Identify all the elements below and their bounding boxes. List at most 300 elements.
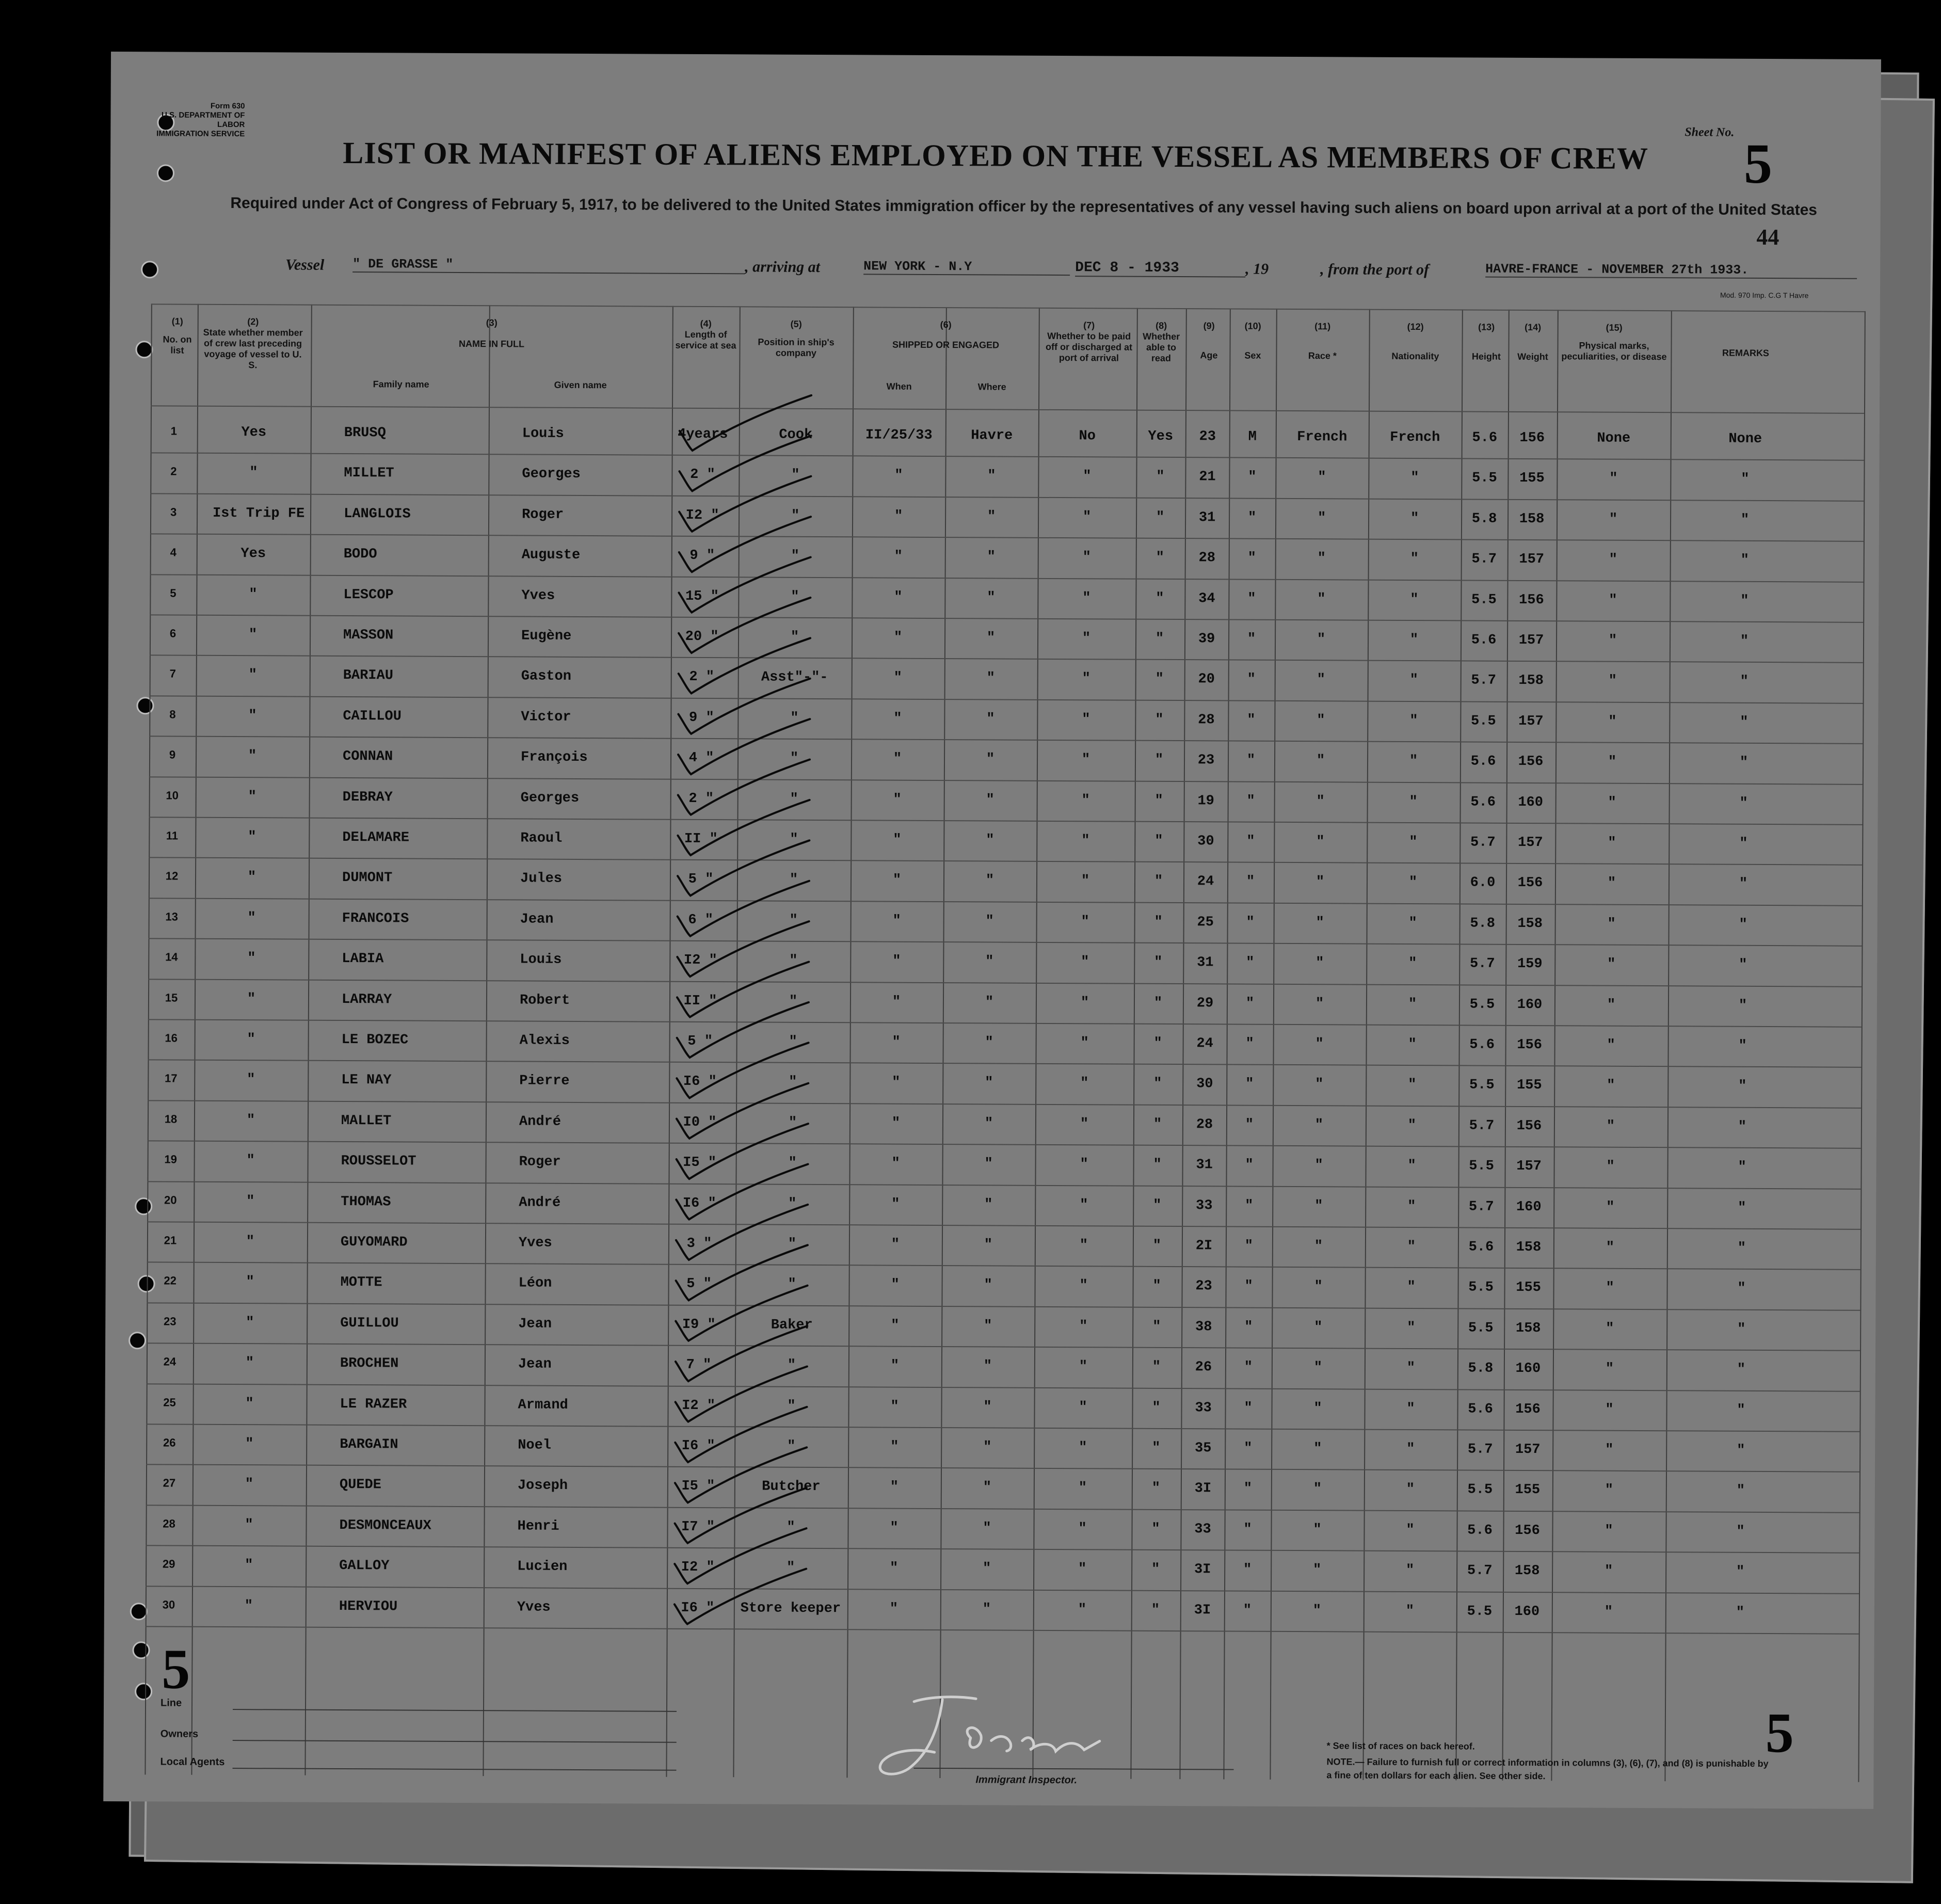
weight-cell: 156	[1517, 1037, 1542, 1053]
manifest-sheet	[103, 52, 1881, 1809]
sex-cell: "	[1245, 1117, 1254, 1133]
able-to-read-cell: "	[1151, 1481, 1161, 1497]
shipped-where-cell: "	[986, 711, 995, 727]
race-cell: "	[1317, 632, 1326, 648]
given-name-cell: Pierre	[519, 1073, 570, 1090]
family-name-cell: FRANCOIS	[342, 910, 409, 927]
previous-voyage-cell: "	[246, 1274, 254, 1290]
service-length-cell: 5 "	[688, 872, 714, 888]
paid-off-cell: "	[1079, 1359, 1088, 1375]
service-length-cell: 15 "	[685, 588, 719, 604]
position-cell: "	[789, 913, 798, 929]
age-cell: 39	[1198, 631, 1215, 647]
service-length-cell: 2 "	[688, 791, 714, 807]
paid-off-cell: "	[1082, 550, 1091, 566]
shipped-when-cell: "	[892, 994, 901, 1010]
paid-off-cell: "	[1078, 1602, 1087, 1618]
paid-off-cell: "	[1081, 954, 1089, 970]
age-cell: 29	[1196, 995, 1214, 1011]
year-label: , 19	[1245, 260, 1269, 278]
height-cell: 5.5	[1469, 1158, 1494, 1174]
arriving-port: NEW YORK - N.Y	[863, 259, 1070, 276]
col-previous-voyage-header: (2) State whether member of crew last preceding voyage of vessel to U. S.	[203, 316, 303, 371]
shipped-where-cell: "	[985, 1075, 993, 1091]
shipped-when-cell: "	[892, 1034, 901, 1050]
given-name-cell: Alexis	[519, 1033, 570, 1049]
row-number-cell: 14	[165, 950, 178, 964]
family-name-cell: MASSON	[343, 627, 394, 644]
previous-voyage-cell: Yes	[240, 546, 266, 562]
service-length-cell: 2 "	[689, 669, 715, 685]
physical-marks-cell: "	[1608, 714, 1617, 730]
able-to-read-cell: "	[1155, 671, 1164, 687]
paid-off-cell: "	[1080, 995, 1089, 1011]
sex-cell: "	[1243, 1562, 1252, 1578]
height-cell: 5.5	[1471, 592, 1497, 608]
paid-off-cell: "	[1082, 712, 1090, 728]
race-cell: "	[1317, 551, 1326, 567]
able-to-read-cell: "	[1153, 1076, 1162, 1092]
sex-cell: "	[1245, 1198, 1254, 1214]
sex-cell: "	[1244, 1238, 1254, 1254]
vessel-label: Vessel	[285, 256, 325, 274]
service-length-cell: I9 "	[682, 1317, 716, 1333]
age-cell: 26	[1195, 1359, 1212, 1375]
position-cell: "	[790, 831, 798, 847]
physical-marks-cell: None	[1597, 430, 1631, 446]
weight-cell: 156	[1515, 1401, 1541, 1417]
height-cell: 5.7	[1468, 1199, 1494, 1215]
given-name-cell: Yves	[517, 1599, 551, 1615]
given-name-cell: Léon	[518, 1275, 552, 1292]
position-cell: Asst"-"-	[761, 669, 828, 686]
races-note: * See list of races on back hereof.	[1326, 1740, 1475, 1752]
height-cell: 5.7	[1469, 956, 1495, 972]
previous-voyage-cell: "	[245, 1436, 254, 1452]
weight-cell: 155	[1516, 1078, 1542, 1094]
able-to-read-cell: "	[1154, 833, 1163, 849]
given-name-cell: Roger	[519, 1154, 561, 1171]
nationality-cell: "	[1408, 996, 1417, 1012]
height-cell: 5.5	[1468, 1320, 1494, 1336]
nationality-cell: "	[1406, 1522, 1415, 1538]
previous-voyage-cell: Yes	[241, 425, 267, 441]
position-cell: Baker	[771, 1317, 813, 1333]
row-number-cell: 28	[163, 1517, 175, 1530]
family-name-cell: GALLOY	[339, 1558, 390, 1574]
service-length-cell: I6 "	[682, 1195, 716, 1211]
remarks-cell: "	[1736, 1564, 1745, 1580]
col-sex-header: (10) Sex	[1244, 321, 1261, 361]
shipped-when-cell: "	[890, 1399, 899, 1415]
nationality-cell: "	[1410, 470, 1419, 486]
nationality-cell: "	[1406, 1482, 1415, 1498]
remarks-cell: "	[1740, 512, 1750, 528]
owners-label: Owners	[160, 1728, 199, 1740]
position-cell: "	[787, 1398, 796, 1414]
physical-marks-cell: "	[1608, 835, 1616, 851]
height-cell: 5.7	[1467, 1563, 1493, 1579]
sex-cell: "	[1247, 591, 1256, 607]
nationality-cell: "	[1408, 1036, 1417, 1053]
previous-voyage-cell: "	[248, 789, 256, 805]
sex-cell: "	[1247, 510, 1257, 526]
previous-voyage-cell: "	[245, 1558, 253, 1574]
paid-off-cell: "	[1082, 671, 1090, 687]
remarks-cell: "	[1736, 1483, 1745, 1499]
sex-cell: "	[1244, 1278, 1253, 1295]
given-name-cell: Roger	[522, 507, 564, 523]
age-cell: 21	[1199, 469, 1216, 485]
shipped-when-cell: "	[893, 792, 902, 808]
previous-voyage-cell: "	[247, 1072, 255, 1088]
service-length-cell: 20 "	[685, 629, 719, 645]
sex-cell: "	[1244, 1441, 1253, 1457]
check-mark	[675, 1568, 806, 1624]
service-length-cell: II "	[684, 831, 718, 847]
height-cell: 5.7	[1469, 1118, 1495, 1134]
remarks-cell: "	[1737, 1321, 1746, 1337]
given-name-cell: Raoul	[520, 830, 563, 846]
service-length-cell: 4 "	[688, 750, 714, 766]
race-cell: "	[1317, 591, 1326, 607]
shipped-when-cell: "	[891, 1156, 900, 1172]
shipped-where-cell: "	[986, 670, 995, 686]
height-cell: 5.5	[1467, 1482, 1493, 1498]
service-name: IMMIGRATION SERVICE	[156, 129, 245, 139]
age-cell: 31	[1197, 955, 1214, 971]
age-cell: 20	[1198, 671, 1215, 687]
race-cell: French	[1297, 429, 1348, 445]
row-number-cell: 10	[166, 789, 179, 802]
race-cell: "	[1315, 996, 1324, 1012]
row-number-cell: 18	[164, 1112, 178, 1126]
paid-off-cell: "	[1079, 1440, 1087, 1456]
previous-voyage-cell: "	[249, 465, 258, 481]
physical-marks-cell: "	[1609, 471, 1618, 487]
given-name-cell: Noel	[518, 1437, 552, 1453]
family-name-cell: ROUSSELOT	[341, 1154, 416, 1170]
race-cell: "	[1313, 1360, 1323, 1376]
service-length-cell: 4years	[678, 426, 728, 443]
previous-voyage-cell: "	[246, 1234, 255, 1250]
age-cell: 30	[1196, 1076, 1213, 1092]
previous-voyage-cell: "	[246, 1153, 255, 1169]
line-label: Line	[160, 1697, 182, 1709]
shipped-when-cell: "	[892, 953, 901, 969]
position-cell: "	[788, 1236, 797, 1252]
row-number-cell: 30	[162, 1598, 175, 1611]
sex-cell: "	[1243, 1603, 1252, 1619]
paid-off-cell: "	[1078, 1480, 1087, 1496]
able-to-read-cell: "	[1154, 793, 1163, 809]
col-read-header: (8) Whether able to read	[1143, 320, 1180, 363]
shipped-where-cell: "	[984, 1196, 993, 1213]
race-cell: "	[1315, 1077, 1324, 1093]
row-number-cell: 13	[165, 910, 178, 923]
given-name-cell: Jean	[518, 1356, 552, 1372]
age-cell: 19	[1197, 793, 1214, 809]
race-cell: "	[1314, 1319, 1323, 1336]
given-name-cell: Eugène	[521, 628, 572, 644]
shipped-when-cell: "	[893, 670, 902, 686]
position-cell: Cook	[779, 427, 813, 443]
age-cell: 3I	[1194, 1602, 1211, 1618]
page-mark: 44	[1756, 224, 1779, 250]
paid-off-cell: "	[1081, 833, 1090, 849]
service-length-cell: 9 "	[689, 548, 715, 564]
position-cell: "	[788, 1155, 797, 1172]
able-to-read-cell: "	[1152, 1440, 1161, 1456]
nationality-cell: "	[1406, 1361, 1416, 1377]
race-cell: "	[1314, 1239, 1323, 1255]
col-service-header: (4) Length of service at sea	[675, 318, 736, 351]
shipped-where-cell: "	[983, 1399, 992, 1415]
paid-off-cell: "	[1079, 1278, 1088, 1294]
given-name-cell: Henri	[517, 1518, 559, 1534]
nationality-cell: "	[1408, 956, 1417, 972]
row-number-cell: 16	[165, 1031, 178, 1045]
row-number-cell: 8	[169, 708, 176, 721]
position-cell: "	[787, 1357, 796, 1374]
previous-voyage-cell: "	[247, 1032, 255, 1048]
form-number: Form 630	[210, 101, 245, 111]
shipped-when-cell: "	[893, 832, 902, 848]
weight-cell: 157	[1516, 1159, 1542, 1175]
sex-cell: "	[1247, 631, 1256, 647]
row-number-cell: 26	[163, 1436, 176, 1449]
shipped-where-cell: "	[984, 1156, 993, 1172]
physical-marks-cell: "	[1604, 1604, 1613, 1620]
sheet-no-label: Sheet No.	[1685, 125, 1735, 139]
remarks-cell: "	[1737, 1362, 1746, 1378]
race-cell: "	[1317, 510, 1326, 526]
nationality-cell: "	[1410, 551, 1419, 567]
position-cell: "	[787, 1519, 795, 1535]
family-name-cell: LANGLOIS	[344, 506, 411, 522]
remarks-cell: "	[1737, 1402, 1745, 1418]
age-cell: 23	[1195, 1278, 1212, 1294]
given-name-cell: Yves	[521, 588, 555, 604]
nationality-cell: "	[1405, 1603, 1414, 1619]
paid-off-cell: "	[1081, 873, 1090, 889]
sex-cell: "	[1244, 1319, 1253, 1335]
family-name-cell: GUYOMARD	[340, 1234, 408, 1251]
remarks-cell: "	[1740, 552, 1749, 569]
service-length-cell: 9 "	[689, 710, 714, 726]
race-cell: "	[1316, 874, 1325, 890]
remarks-cell: None	[1728, 431, 1762, 447]
nationality-cell: "	[1408, 875, 1418, 891]
physical-marks-cell: "	[1607, 1078, 1615, 1094]
height-cell: 5.8	[1471, 511, 1497, 527]
weight-cell: 158	[1518, 673, 1544, 689]
previous-voyage-cell: "	[247, 991, 256, 1007]
shipped-when-cell: "	[891, 1277, 900, 1293]
service-length-cell: I5 "	[683, 1155, 717, 1171]
able-to-read-cell: "	[1156, 590, 1164, 606]
family-name-cell: HERVIOU	[339, 1598, 398, 1615]
position-cell: Butcher	[762, 1479, 821, 1495]
family-name-cell: BROCHEN	[340, 1356, 399, 1372]
given-name-cell: Robert	[519, 993, 570, 1009]
remarks-cell: "	[1737, 1240, 1746, 1256]
previous-voyage-cell: Ist Trip FE	[212, 505, 305, 522]
able-to-read-cell: "	[1153, 1116, 1162, 1132]
row-number-cell: 6	[169, 627, 177, 640]
family-name-cell: BODO	[343, 547, 377, 563]
race-cell: "	[1316, 834, 1325, 850]
able-to-read-cell: "	[1152, 1359, 1161, 1375]
previous-voyage-cell: "	[246, 1112, 255, 1129]
remarks-cell: "	[1739, 755, 1748, 771]
shipped-where-cell: "	[984, 1116, 993, 1132]
family-name-cell: MILLET	[344, 466, 394, 482]
weight-cell: 155	[1519, 471, 1545, 487]
age-cell: 24	[1197, 874, 1214, 890]
able-to-read-cell: "	[1152, 1400, 1161, 1416]
paid-off-cell: "	[1081, 914, 1089, 930]
position-cell: Store keeper	[740, 1600, 841, 1617]
paid-off-cell: "	[1078, 1561, 1087, 1577]
paid-off-cell: "	[1083, 469, 1092, 485]
nationality-cell: "	[1408, 915, 1417, 931]
height-cell: 5.6	[1471, 632, 1497, 648]
position-cell: "	[787, 1560, 795, 1576]
col-nationality-header: (12) Nationality	[1391, 321, 1439, 362]
height-cell: 5.6	[1472, 430, 1498, 446]
shipped-where-cell: "	[985, 995, 994, 1011]
age-cell: 31	[1196, 1157, 1213, 1173]
race-cell: "	[1316, 915, 1324, 931]
race-cell: "	[1313, 1481, 1322, 1497]
position-cell: "	[791, 589, 799, 605]
col-name-header: (3) NAME IN FULL	[458, 317, 525, 349]
race-cell: "	[1313, 1441, 1322, 1457]
remarks-cell: "	[1737, 1281, 1746, 1297]
shipped-where-cell: "	[986, 833, 994, 849]
physical-marks-cell: "	[1606, 1321, 1614, 1337]
position-cell: "	[790, 791, 798, 807]
able-to-read-cell: "	[1156, 469, 1165, 485]
race-cell: "	[1316, 753, 1325, 769]
physical-marks-cell: "	[1608, 674, 1617, 690]
height-cell: 5.5	[1472, 470, 1497, 487]
remarks-cell: "	[1738, 998, 1747, 1014]
given-name-cell: Jules	[520, 871, 563, 887]
shipped-where-cell: "	[984, 1277, 992, 1293]
height-cell: 5.6	[1468, 1239, 1494, 1255]
shipped-when-cell: "	[892, 913, 901, 929]
shipped-where-cell: "	[987, 468, 996, 484]
paid-off-cell: "	[1080, 1197, 1088, 1213]
weight-cell: 157	[1517, 835, 1543, 851]
shipped-where-cell: "	[983, 1439, 992, 1455]
sex-cell: "	[1247, 712, 1256, 728]
remarks-cell: "	[1740, 674, 1748, 690]
family-name-cell: LE BOZEC	[341, 1032, 409, 1048]
col-height-header: (13) Height	[1471, 322, 1501, 362]
shipped-when-cell: "	[894, 468, 903, 484]
service-length-cell: I2 "	[681, 1560, 715, 1576]
family-name-cell: THOMAS	[341, 1194, 391, 1210]
able-to-read-cell: "	[1154, 874, 1163, 890]
weight-cell: 158	[1517, 916, 1543, 932]
physical-marks-cell: "	[1607, 1037, 1615, 1053]
race-cell: "	[1313, 1400, 1322, 1416]
weight-cell: 157	[1518, 632, 1544, 649]
family-name-cell: DELAMARE	[342, 829, 410, 846]
age-cell: 33	[1195, 1197, 1213, 1213]
row-number-cell: 25	[163, 1396, 176, 1409]
race-cell: "	[1316, 793, 1325, 809]
sex-cell: "	[1247, 550, 1256, 566]
paid-off-cell: "	[1081, 792, 1090, 808]
paid-off-cell: No	[1079, 428, 1096, 444]
service-length-cell: I6 "	[681, 1438, 715, 1454]
paid-off-cell: "	[1079, 1238, 1088, 1254]
remarks-cell: "	[1738, 1159, 1746, 1176]
shipped-where-cell: "	[983, 1521, 991, 1537]
family-name-cell: LESCOP	[343, 587, 394, 603]
nationality-cell: "	[1407, 1198, 1416, 1214]
weight-cell: 157	[1519, 552, 1545, 568]
able-to-read-cell: "	[1152, 1238, 1162, 1254]
col-given-name-header: Given name	[554, 379, 607, 391]
height-cell: 5.6	[1467, 1523, 1493, 1539]
row-number-cell: 9	[169, 748, 176, 761]
shipped-where-cell: "	[987, 590, 996, 606]
age-cell: 23	[1197, 753, 1215, 769]
race-cell: "	[1317, 713, 1325, 729]
height-cell: 5.6	[1468, 1401, 1493, 1417]
given-name-cell: Louis	[520, 952, 562, 968]
paid-off-cell: "	[1080, 1116, 1089, 1132]
shipped-when-cell: "	[890, 1480, 899, 1496]
height-cell: 5.7	[1471, 551, 1497, 567]
position-cell: "	[789, 994, 798, 1010]
given-name-cell: André	[519, 1195, 561, 1211]
row-number-cell: 3	[170, 505, 177, 519]
given-name-cell: Joseph	[517, 1478, 568, 1494]
race-cell: "	[1314, 1158, 1323, 1174]
print-mark: Mod. 970 Imp. C.G T Havre	[1720, 291, 1809, 300]
service-length-cell: I2 "	[685, 507, 719, 523]
remarks-cell: "	[1740, 633, 1749, 649]
remarks-cell: "	[1739, 917, 1747, 933]
height-cell: 5.7	[1471, 673, 1497, 689]
service-length-cell: 5 "	[687, 1033, 713, 1050]
previous-voyage-cell: "	[245, 1477, 254, 1493]
height-cell: 5.5	[1468, 1279, 1494, 1296]
service-length-cell: 2 "	[690, 467, 715, 483]
nationality-cell: "	[1407, 1320, 1416, 1336]
physical-marks-cell: "	[1605, 1563, 1613, 1579]
sex-cell: "	[1246, 793, 1255, 809]
nationality-cell: "	[1409, 834, 1418, 851]
physical-marks-cell: "	[1607, 916, 1616, 932]
previous-voyage-cell: "	[245, 1355, 254, 1371]
nationality-cell: "	[1409, 794, 1418, 810]
able-to-read-cell: "	[1154, 753, 1164, 769]
family-name-cell: DEBRAY	[342, 789, 393, 805]
paid-off-cell: "	[1078, 1521, 1087, 1537]
service-length-cell: I0 "	[683, 1114, 717, 1130]
able-to-read-cell: "	[1151, 1602, 1160, 1618]
nationality-cell: "	[1410, 510, 1419, 526]
col-where-header: Where	[977, 381, 1006, 392]
given-name-cell: André	[519, 1114, 562, 1130]
